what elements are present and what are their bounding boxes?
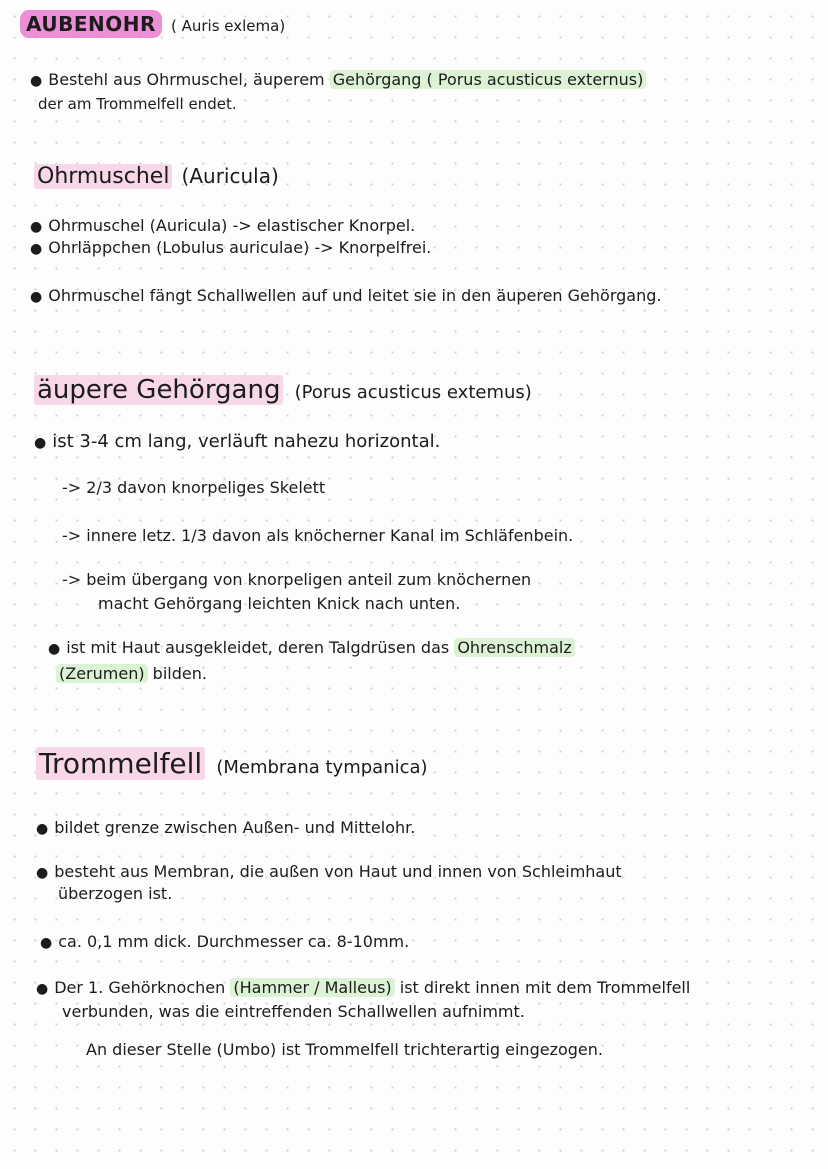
- trommelfell-item-4-post: ist direkt innen mit dem Trommelfell: [399, 978, 691, 997]
- gehoergang-item-2-text: ist mit Haut ausgekleidet, deren Talgdrüsen das: [66, 638, 450, 657]
- trommelfell-item-4-cont: verbunden, was die eintreffenden Schallwellen aufnimmt.: [62, 1002, 525, 1021]
- trommelfell-item-1-text: bildet grenze zwischen Außen- und Mittelohr.: [54, 818, 416, 837]
- intro-line-1: [30, 70, 646, 91]
- ohrmuschel-item-1: [30, 216, 415, 237]
- bullet-dot: ●: [34, 435, 47, 451]
- ohrmuschel-heading: Ohrmuschel: [34, 164, 172, 189]
- intro-highlight: Gehörgang ( Porus acusticus externus): [330, 70, 647, 89]
- ohrmuschel-item-3: [30, 286, 661, 307]
- title-line: [20, 14, 285, 36]
- bullet-dot: ●: [30, 289, 43, 305]
- trommelfell-item-3-text: ca. 0,1 mm dick. Durchmesser ca. 8-10mm.: [58, 932, 410, 951]
- trommelfell-item-4: [36, 978, 690, 999]
- bullet-dot: ●: [36, 981, 49, 997]
- trommelfell-item-3: [40, 932, 409, 953]
- ohrmuschel-item-2: [30, 238, 431, 259]
- ohrmuschel-item-2-text: Ohrläppchen (Lobulus auriculae) -> Knorpelfrei.: [48, 238, 432, 257]
- gehoergang-latin: (Porus acusticus extemus): [294, 382, 532, 403]
- page-title: AUBENOHR: [20, 10, 162, 38]
- trommelfell-item-2: [36, 862, 622, 883]
- page-title-latin: ( Auris exlema): [170, 17, 286, 35]
- trommelfell-highlight-hammer: (Hammer / Malleus): [230, 978, 394, 997]
- trommelfell-item-1: [36, 818, 415, 839]
- bullet-dot: ●: [36, 821, 49, 837]
- bullet-dot: ●: [40, 935, 53, 951]
- trommelfell-latin: (Membrana tympanica): [216, 757, 428, 778]
- gehoergang-item-1: [34, 432, 440, 453]
- bullet-dot: ●: [30, 73, 43, 89]
- gehoergang-sub-3b: macht Gehörgang leichten Knick nach unten.: [98, 594, 461, 613]
- intro-line-2: der am Trommelfell endet.: [38, 95, 237, 113]
- gehoergang-sub-2: -> innere letz. 1/3 davon als knöcherner Kanal im Schläfenbein.: [62, 526, 574, 545]
- gehoergang-highlight-zerumen: (Zerumen): [56, 664, 148, 683]
- gehoergang-highlight-ohrenschmalz: Ohrenschmalz: [454, 638, 574, 657]
- bullet-dot: ●: [36, 865, 49, 881]
- trommelfell-item-5: An dieser Stelle (Umbo) ist Trommelfell trichterartig eingezogen.: [86, 1040, 603, 1059]
- bullet-dot: ●: [48, 641, 61, 657]
- gehoergang-sub-1: -> 2/3 davon knorpeliges Skelett: [62, 478, 326, 497]
- gehoergang-heading: äupere Gehörgang: [34, 375, 283, 405]
- gehoergang-sub-3a: -> beim übergang von knorpeligen anteil zum knöchernen: [62, 570, 532, 589]
- gehoergang-item-2: [48, 638, 575, 659]
- bullet-dot: ●: [30, 241, 43, 257]
- ohrmuschel-item-1-text: Ohrmuschel (Auricula) -> elastischer Knorpel.: [48, 216, 416, 235]
- trommelfell-heading-line: [36, 747, 428, 780]
- gehoergang-item-2-cont: [56, 664, 207, 684]
- ohrmuschel-heading-line: [34, 166, 279, 188]
- trommelfell-heading: Trommelfell: [36, 747, 205, 780]
- trommelfell-item-4-pre: Der 1. Gehörknochen: [54, 978, 226, 997]
- ohrmuschel-item-3-text: Ohrmuschel fängt Schallwellen auf und leitet sie in den äuperen Gehörgang.: [48, 286, 662, 305]
- gehoergang-item-1-text: ist 3-4 cm lang, verläuft nahezu horizontal.: [52, 431, 441, 452]
- gehoergang-heading-line: [34, 375, 532, 405]
- intro-text-a: Bestehl aus Ohrmuschel, äuperem: [48, 70, 325, 89]
- bullet-dot: ●: [30, 219, 43, 235]
- ohrmuschel-latin: (Auricula): [181, 164, 279, 188]
- trommelfell-item-2-cont: überzogen ist.: [58, 884, 173, 903]
- trommelfell-item-2-text: besteht aus Membran, die außen von Haut und innen von Schleimhaut: [54, 862, 622, 881]
- gehoergang-item-2-tail: bilden.: [152, 664, 207, 683]
